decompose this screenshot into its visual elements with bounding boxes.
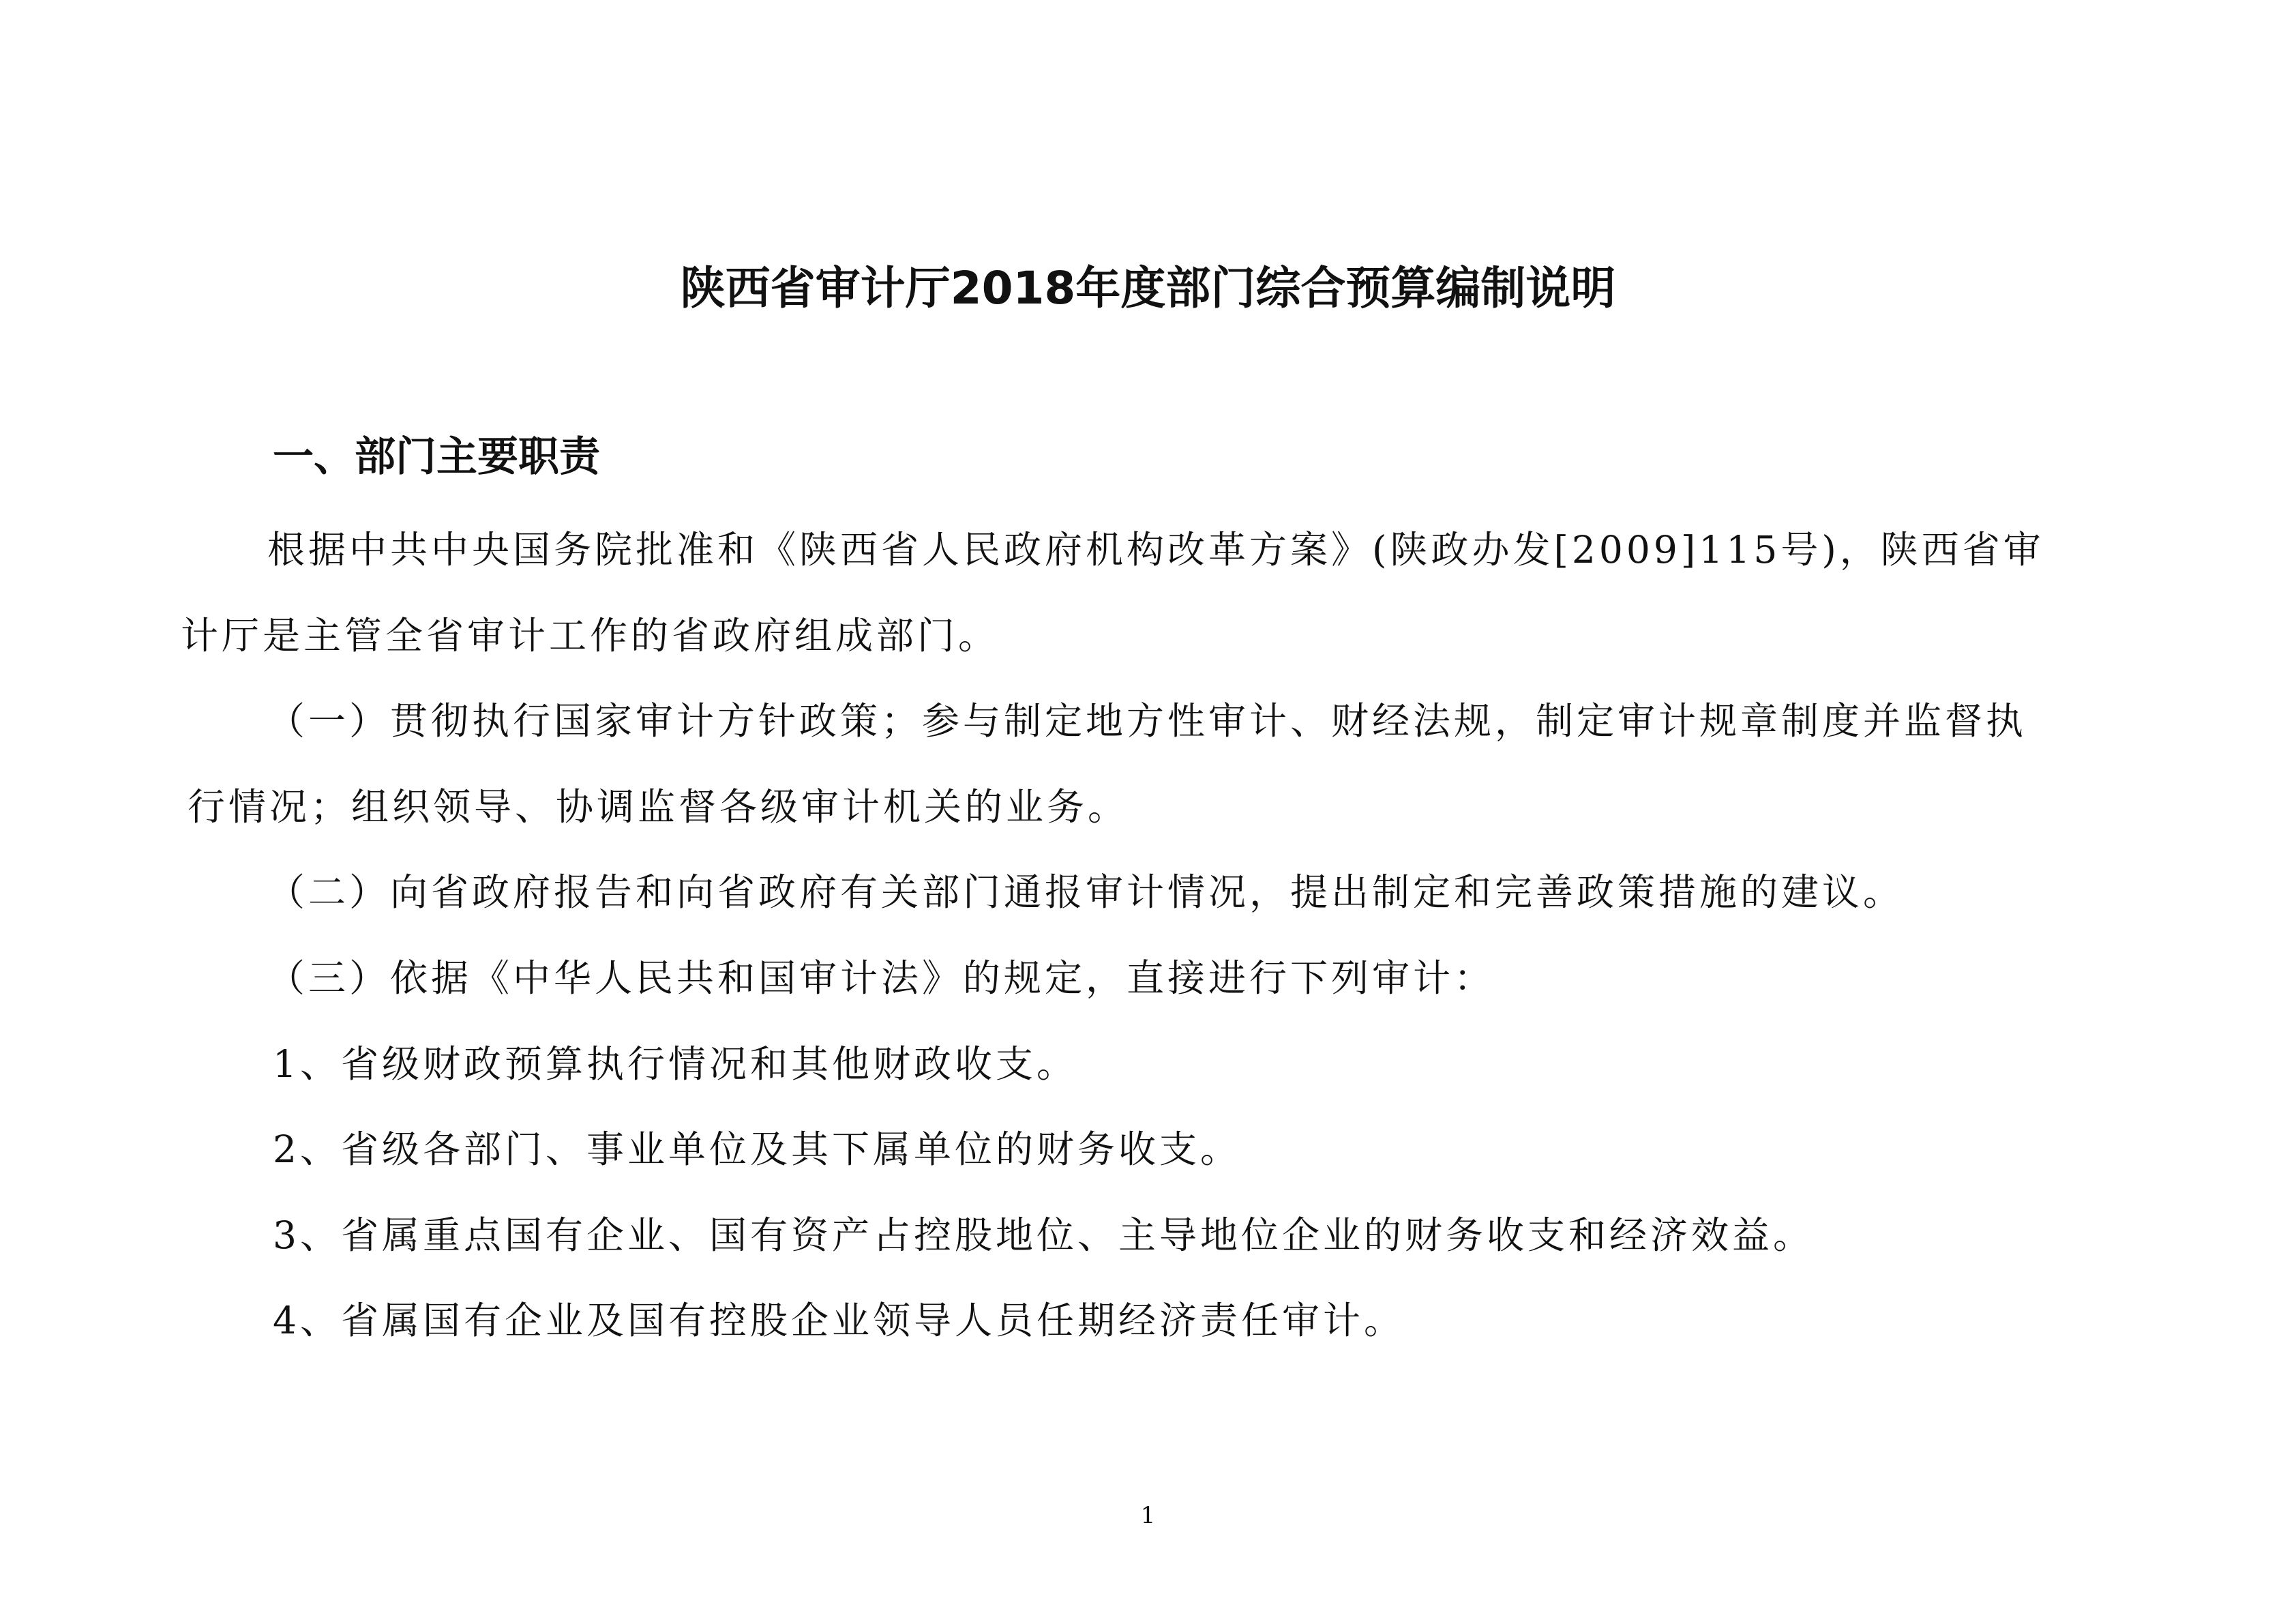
list-item: 3、省属重点国有企业、国有资产占控股地位、主导地位企业的财务收支和经济效益。 [273,1213,1814,1257]
paragraph-line: 根据中共中央国务院批准和《陕西省人民政府机构改革方案》(陕政办发[2009]115号)，陕西省审 [267,528,2044,572]
page-number: 1 [1140,1502,1156,1529]
paragraph-line: （一）贯彻执行国家审计方针政策；参与制定地方性审计、财经法规，制定审计规章制度并监督执 [267,699,2027,743]
section-heading: 一、部门主要职责 [273,433,600,481]
paragraph-line: （二）向省政府报告和向省政府有关部门通报审计情况，提出制定和完善政策措施的建议。 [267,870,1905,914]
list-item: 4、省属国有企业及国有控股企业领导人员任期经济责任审计。 [273,1299,1405,1342]
list-item: 1、省级财政预算执行情况和其他财政收支。 [273,1042,1077,1086]
list-item: 2、省级各部门、事业单位及其下属单位的财务收支。 [273,1127,1241,1171]
paragraph-line: 行情况；组织领导、协调监督各级审计机关的业务。 [188,785,1129,829]
document-title: 陕西省审计厅2018年度部门综合预算编制说明 [680,262,1616,314]
paragraph-line: （三）依据《中华人民共和国审计法》的规定，直接进行下列审计： [267,956,1495,1000]
paragraph-line: 计厅是主管全省审计工作的省政府组成部门。 [181,614,1000,658]
